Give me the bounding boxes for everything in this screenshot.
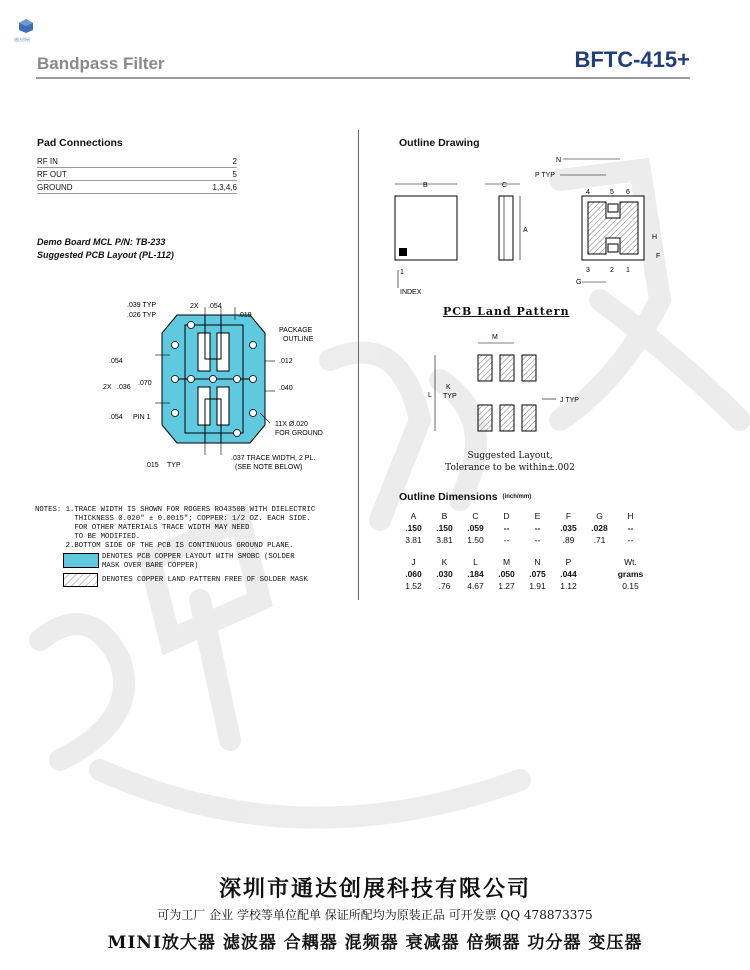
dimension-cell: .184 xyxy=(467,569,484,579)
dimension-cell: C xyxy=(472,511,479,521)
company-logo-icon xyxy=(18,18,34,34)
dim-label: TYP xyxy=(167,462,181,469)
dim-label: G xyxy=(576,279,582,286)
dimension-cell: .71 xyxy=(593,535,606,545)
dim-label: .019 xyxy=(238,312,252,319)
dimension-cell: D xyxy=(503,511,510,521)
dimension-cell: F xyxy=(565,511,572,521)
dim-label: 2X xyxy=(103,384,112,391)
dimension-cell: .044 xyxy=(560,569,577,579)
dimension-cell: 1.52 xyxy=(405,581,422,591)
pad-value: 5 xyxy=(155,168,237,181)
dim-label: PIN 1 xyxy=(133,414,151,421)
pad-connections-heading: Pad Connections xyxy=(37,137,123,149)
dim-label: (SEE NOTE BELOW) xyxy=(235,464,303,471)
dimension-cell xyxy=(584,568,615,580)
dim-label: 11X Ø.020 xyxy=(275,421,308,428)
dim-label: B xyxy=(423,182,428,189)
dimension-cell: grams xyxy=(617,569,644,579)
unit-indicator: (inch/mm) xyxy=(502,494,532,501)
land-pattern-drawing xyxy=(410,325,600,440)
suggested-line: Suggested Layout, xyxy=(467,451,553,461)
dimension-cell: .050 xyxy=(498,569,515,579)
part-number: BFTC-415+ xyxy=(574,47,690,72)
outline-dimensions-heading xyxy=(399,491,531,503)
dimensions-title: Outline Dimensions xyxy=(399,491,498,503)
dim-label: N xyxy=(556,157,562,164)
column-divider xyxy=(358,130,359,600)
dim-label: FOR GROUND xyxy=(275,430,323,437)
dimension-cell xyxy=(584,546,615,568)
land-pattern-heading: PCB Land Pattern xyxy=(443,305,570,318)
dim-label: INDEX xyxy=(400,289,422,296)
demo-board-info xyxy=(37,236,174,262)
table-row xyxy=(398,580,646,592)
table-row xyxy=(398,568,646,580)
page-title: Bandpass Filter xyxy=(37,54,165,73)
land-pattern-legend-swatch xyxy=(63,573,99,588)
dimension-cell: 0.15 xyxy=(622,581,639,591)
dimension-cell: P xyxy=(565,557,572,567)
dimension-cell: .035 xyxy=(560,523,577,533)
dimension-cell: J xyxy=(411,557,416,567)
dimension-cell: .028 xyxy=(591,523,608,533)
pad-number: 2 xyxy=(610,267,614,274)
pad-label: RF IN xyxy=(37,155,155,168)
pad-number: 5 xyxy=(610,189,614,196)
outline-drawing-heading: Outline Drawing xyxy=(399,137,480,149)
table-row xyxy=(398,510,646,522)
pad-number: 6 xyxy=(626,189,630,196)
table-row xyxy=(37,168,237,181)
footer-products: MINI放大器 滤波器 合耦器 混频器 衰减器 倍频器 功分器 变压器 xyxy=(107,933,643,953)
dimension-cell: M xyxy=(502,557,511,567)
dim-label: .040 xyxy=(279,385,293,392)
dimension-cell: G xyxy=(596,511,603,521)
dimension-cell: .059 xyxy=(467,523,484,533)
dimension-cell: -- xyxy=(627,523,634,533)
dimension-cell: 4.67 xyxy=(467,581,484,591)
dimension-cell: .060 xyxy=(405,569,422,579)
logo-text: 通达创展 xyxy=(14,37,30,42)
dimension-cell: -- xyxy=(503,523,510,533)
dimension-cell: .030 xyxy=(436,569,453,579)
pad-connections-table xyxy=(37,155,237,194)
dimension-cell xyxy=(584,580,615,592)
pad-value: 2 xyxy=(155,155,237,168)
dim-label: M xyxy=(492,334,498,341)
dim-label: .039 TYP xyxy=(127,302,157,309)
dim-label: A xyxy=(523,227,528,234)
dim-label: .054 xyxy=(208,303,222,310)
dim-label: 2X xyxy=(190,303,199,310)
dim-label: C xyxy=(502,182,508,189)
dimension-cell: .76 xyxy=(438,581,451,591)
copper-legend-swatch xyxy=(63,553,99,568)
copper-legend-text xyxy=(102,553,295,571)
land-legend-text: DENOTES COPPER LAND PATTERN FREE OF SOLDER MASK xyxy=(102,576,308,584)
pad-label: GROUND xyxy=(37,181,155,194)
dimension-cell: 1.91 xyxy=(529,581,546,591)
dim-label: .036 xyxy=(117,384,131,391)
dim-label: .054 xyxy=(109,414,123,421)
dimension-cell: A xyxy=(410,511,417,521)
dim-label: H xyxy=(652,234,658,241)
dim-label: F xyxy=(656,253,661,260)
table-row xyxy=(37,155,237,168)
dimension-cell: H xyxy=(627,511,634,521)
outline-dimensions-table xyxy=(398,510,646,592)
dim-label: .070 xyxy=(138,380,152,387)
dim-label: .054 xyxy=(109,358,123,365)
title-rule xyxy=(36,77,690,79)
footer-tagline: 可为工厂 企业 学校等单位配单 保证所配均为原装正品 可开发票 QQ 478873375 xyxy=(157,908,593,922)
dimension-cell: B xyxy=(441,511,448,521)
dim-label: 1 xyxy=(400,269,404,276)
dimension-cell: K xyxy=(441,557,448,567)
notes: NOTES: 1.TRACE WIDTH IS SHOWN FOR ROGERS RO4350B WITH DIELECTRIC THICKNESS 0.020" ± 0.0015"; COPPER: 1/2 OZ. EACH SIDE. FOR OTHER MATERIALS TRACE WIDTH MAY NEED TO BE MODIFIED. 2.BOTTOM SIDE OF THE PCB IS CONTINUOUS GROUND PLANE. xyxy=(35,506,316,550)
dim-label: TYP xyxy=(443,393,457,400)
pad-number: 3 xyxy=(586,267,590,274)
dimension-cell: Wt. xyxy=(624,557,637,567)
dimension-cell: -- xyxy=(503,535,510,545)
pad-value: 1,3,4,6 xyxy=(155,181,237,194)
outline-drawing xyxy=(380,150,680,300)
dimension-cell: 3.81 xyxy=(405,535,422,545)
dimension-cell: -- xyxy=(534,535,541,545)
footer-company: 深圳市通达创展科技有限公司 xyxy=(218,876,531,902)
dimension-cell: 1.50 xyxy=(467,535,484,545)
dim-label: .026 TYP xyxy=(127,312,157,319)
table-row xyxy=(398,534,646,546)
dimension-cell: .89 xyxy=(562,535,575,545)
table-row xyxy=(37,181,237,194)
dim-label: K xyxy=(446,384,451,391)
dimension-cell: .150 xyxy=(436,523,453,533)
dimension-cell: -- xyxy=(627,535,634,545)
legend-line: MASK OVER BARE COPPER) xyxy=(102,562,199,570)
dim-label: J TYP xyxy=(560,397,579,404)
legend-line: DENOTES PCB COPPER LAYOUT WITH SMOBC (SOLDER xyxy=(102,553,295,561)
pad-number: 1 xyxy=(626,267,630,274)
pad-number: 4 xyxy=(586,189,590,196)
dimension-cell: L xyxy=(473,557,478,567)
dim-label: .015 xyxy=(145,462,159,469)
dimension-cell: E xyxy=(534,511,541,521)
suggested-pcb-layout: Suggested PCB Layout (PL-112) xyxy=(37,250,174,260)
dimension-cell: .150 xyxy=(405,523,422,533)
dim-label: .012 xyxy=(279,358,293,365)
dim-label: .037 TRACE WIDTH, 2 PL. xyxy=(231,455,316,462)
tolerance-line: Tolerance to be within±.002 xyxy=(445,463,575,473)
suggested-layout-note xyxy=(400,450,620,474)
pcb-layout-drawing xyxy=(95,295,355,480)
dim-label: P TYP xyxy=(535,172,555,179)
dimension-cell: N xyxy=(534,557,541,567)
table-row xyxy=(398,522,646,534)
dim-label: PACKAGE xyxy=(279,327,313,334)
table-row xyxy=(398,546,646,568)
dimension-cell: 3.81 xyxy=(436,535,453,545)
unit-mm: mm xyxy=(518,494,530,501)
pad-label: RF OUT xyxy=(37,168,155,181)
dim-label: L xyxy=(428,392,432,399)
dimension-cell: .075 xyxy=(529,569,546,579)
unit-inch: inch xyxy=(504,494,517,501)
dimension-cell: -- xyxy=(534,523,541,533)
dimension-cell: 1.12 xyxy=(560,581,577,591)
dimension-cell: 1.27 xyxy=(498,581,515,591)
dim-label: OUTLINE xyxy=(283,336,314,343)
demo-board-pn: Demo Board MCL P/N: TB-233 xyxy=(37,237,166,247)
